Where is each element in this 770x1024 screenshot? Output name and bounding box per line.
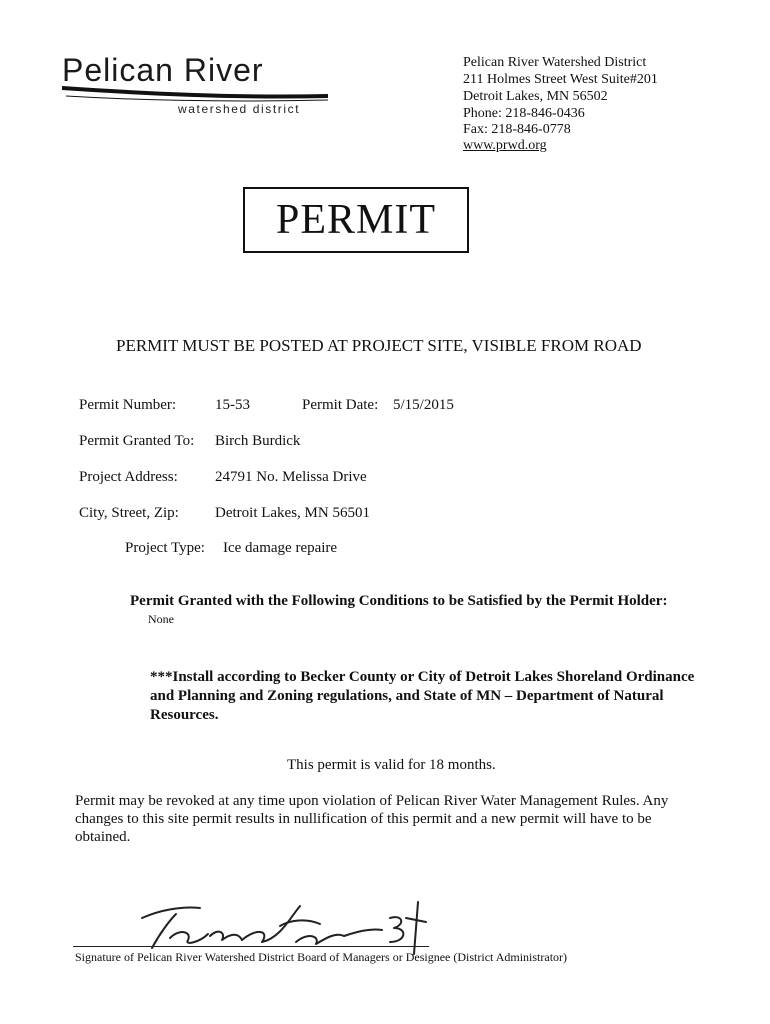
permit-number-value: 15-53 [215,397,250,413]
handwritten-signature-icon [130,888,430,958]
logo-subtitle: watershed district [178,102,301,116]
permit-date-value: 5/15/2015 [393,397,454,413]
project-type-label: Project Type: [125,540,205,556]
address-org: Pelican River Watershed District [463,55,647,70]
permit-number-label: Permit Number: [79,397,177,413]
signature-line [73,946,429,947]
project-address-value: 24791 No. Melissa Drive [215,469,367,485]
signature-caption: Signature of Pelican River Watershed District Board of Managers or Designee (District Administrator) [75,950,568,964]
city-label: City, Street, Zip: [79,505,179,521]
page-title: PERMIT [243,187,469,253]
conditions-heading: Permit Granted with the Following Conditions to be Satisfied by the Permit Holder: [130,593,668,609]
install-note: ***Install according to Becker County or City of Detroit Lakes Shoreland Ordinance and Planning and Zoning regulations, and State of MN – Department of Natural Resources. [150,669,695,723]
logo-title: Pelican River [62,52,264,88]
validity-text: This permit is valid for 18 months. [287,757,496,773]
city-value: Detroit Lakes, MN 56501 [215,505,370,521]
address-fax: Fax: 218-846-0778 [463,122,571,137]
logo-swoosh-icon [60,82,330,104]
granted-to-value: Birch Burdick [215,433,301,449]
project-address-label: Project Address: [79,469,178,485]
address-city: Detroit Lakes, MN 56502 [463,89,608,104]
address-website-link[interactable]: www.prwd.org [463,138,547,153]
granted-to-label: Permit Granted To: [79,433,195,449]
conditions-value: None [148,612,174,626]
posting-notice: PERMIT MUST BE POSTED AT PROJECT SITE, VISIBLE FROM ROAD [116,336,642,355]
address-phone: Phone: 218-846-0436 [463,106,585,121]
permit-date-label: Permit Date: [302,397,379,413]
revocation-text: Permit may be revoked at any time upon violation of Pelican River Water Management Rules. Any changes to this site permit results in nullification of this permit and a new permit will have to be obtained. [75,793,669,845]
address-street: 211 Holmes Street West Suite#201 [463,72,658,87]
project-type-value: Ice damage repaire [223,540,338,556]
